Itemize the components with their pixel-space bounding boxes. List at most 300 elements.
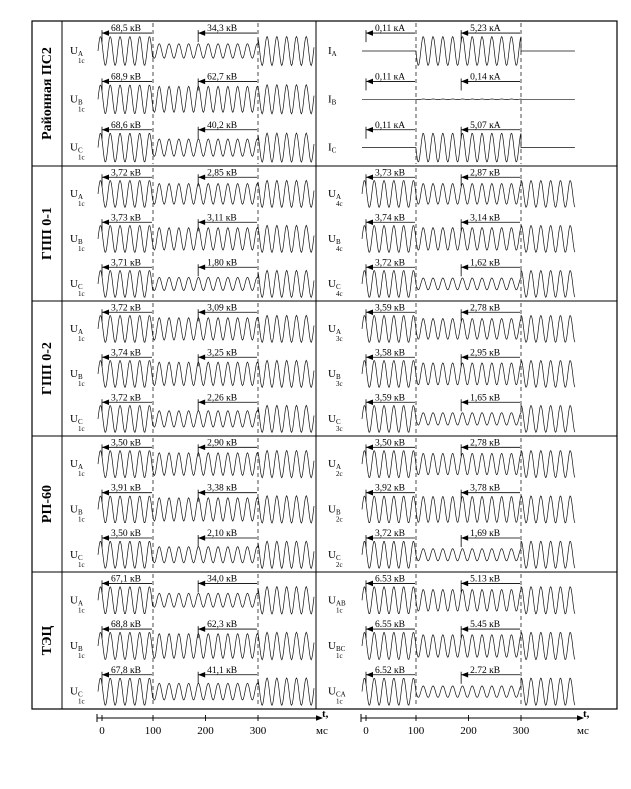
value-arrowhead	[198, 79, 205, 85]
channel-symbol: U	[70, 594, 78, 607]
value-fault: 2,26 кВ	[207, 393, 238, 404]
value-fault: 62,3 кВ	[207, 620, 238, 631]
channel-label	[70, 458, 85, 478]
value-fault: 5.45 кВ	[470, 620, 501, 631]
value-arrowhead	[461, 264, 468, 270]
value-arrowhead	[198, 30, 205, 36]
channel-row	[328, 121, 575, 162]
channel-row	[328, 484, 575, 524]
value-arrowhead	[366, 264, 373, 270]
channel-symbol: U	[70, 93, 78, 106]
waveform	[362, 316, 575, 343]
value-arrowhead	[461, 127, 468, 133]
group-4	[40, 574, 575, 707]
waveform	[98, 541, 314, 568]
channel-label	[70, 686, 85, 706]
axis-unit: мс	[316, 725, 328, 737]
channel-label	[328, 503, 343, 523]
value-arrowhead	[198, 672, 205, 678]
value-arrowhead	[198, 174, 205, 180]
waveform	[362, 37, 575, 66]
value-arrowhead	[366, 672, 373, 678]
channel-section: 1с	[78, 424, 85, 433]
channel-label	[328, 45, 337, 58]
channel-row	[70, 393, 314, 433]
channel-symbol: U	[70, 367, 78, 380]
channel-label	[328, 458, 343, 478]
value-arrowhead	[198, 445, 205, 451]
channel-phase: C	[335, 417, 341, 426]
channel-section: 1с	[336, 651, 343, 660]
channel-phase: A	[77, 49, 84, 58]
value-prefault: 0,11 кА	[375, 72, 406, 83]
channel-phase: A	[77, 192, 84, 201]
value-prefault: 6.53 кВ	[375, 574, 405, 585]
value-prefault: 67,8 кВ	[111, 665, 141, 676]
channel-section: 1с	[78, 56, 85, 65]
channel-section: 2с	[336, 515, 343, 524]
value-prefault: 3,58 кВ	[375, 348, 405, 359]
channel-symbol: U	[70, 412, 78, 425]
value-fault: 3,09 кВ	[207, 303, 238, 314]
value-arrowhead	[366, 399, 373, 405]
value-prefault: 3,73 кВ	[111, 213, 141, 224]
channel-phase: A	[77, 463, 84, 472]
waveform	[98, 451, 314, 478]
value-arrowhead	[102, 219, 109, 225]
value-arrowhead	[461, 445, 468, 451]
time-axis-left	[97, 708, 329, 737]
waveform	[98, 678, 314, 705]
value-prefault: 68,6 кВ	[111, 120, 141, 131]
channel-phase: B	[335, 237, 341, 246]
channel-row	[328, 438, 575, 478]
channel-section: 4с	[336, 289, 343, 298]
channel-phase: AB	[335, 599, 346, 608]
value-arrowhead	[366, 30, 373, 36]
channel-row	[70, 24, 314, 65]
value-fault: 3,14 кВ	[470, 213, 501, 224]
channel-symbol: U	[70, 141, 78, 154]
channel-section: 1с	[336, 606, 343, 615]
value-prefault: 3,72 кВ	[375, 529, 405, 539]
channel-label	[70, 188, 85, 208]
axis-tick-label: 0	[363, 725, 369, 737]
channel-phase: B	[77, 644, 83, 653]
value-prefault: 6.52 кВ	[375, 665, 405, 676]
value-fault: 3,11 кВ	[207, 213, 237, 224]
value-fault: 2,78 кВ	[470, 438, 501, 449]
channel-phase: C	[331, 146, 337, 155]
value-arrowhead	[198, 309, 205, 315]
channel-label	[328, 594, 346, 614]
value-arrowhead	[102, 399, 109, 405]
group-label: РП-60	[40, 484, 55, 524]
channel-section: 1с	[78, 289, 85, 298]
channel-section: 1с	[78, 379, 85, 388]
value-prefault: 3,74 кВ	[375, 213, 405, 224]
waveform	[362, 133, 575, 162]
value-arrowhead	[366, 445, 373, 451]
channel-phase: A	[335, 192, 342, 201]
value-arrowhead	[102, 581, 109, 587]
value-arrowhead	[366, 354, 373, 360]
value-prefault: 3,59 кВ	[375, 393, 405, 404]
value-arrowhead	[461, 490, 468, 496]
value-arrowhead	[102, 354, 109, 360]
channel-symbol: U	[328, 412, 336, 425]
channel-label	[70, 549, 85, 569]
channel-symbol: U	[328, 277, 336, 290]
channel-section: 2с	[336, 470, 343, 479]
value-prefault: 3,91 кВ	[111, 483, 141, 494]
waveform	[98, 632, 314, 659]
channel-row	[70, 529, 314, 569]
value-fault: 40,2 кВ	[207, 120, 238, 131]
value-arrowhead	[102, 174, 109, 180]
value-arrowhead	[461, 626, 468, 632]
axis-tick-label: 300	[249, 725, 267, 737]
channel-section: 4с	[336, 244, 343, 253]
value-prefault: 68,9 кВ	[111, 72, 141, 83]
channel-phase: B	[77, 237, 83, 246]
waveform	[362, 451, 575, 478]
channel-label	[328, 142, 337, 155]
value-fault: 1,62 кВ	[470, 258, 501, 269]
value-prefault: 0,11 кА	[375, 120, 406, 131]
value-fault: 41,1 кВ	[207, 665, 238, 676]
value-prefault: 0,11 кА	[375, 24, 406, 35]
channel-section: 1с	[78, 334, 85, 343]
value-arrowhead	[461, 581, 468, 587]
waveform	[362, 633, 575, 660]
value-arrowhead	[102, 30, 109, 36]
axis-tick-label: 200	[460, 725, 477, 737]
value-fault: 2,78 кВ	[470, 303, 501, 314]
value-arrowhead	[366, 79, 373, 85]
value-prefault: 3,59 кВ	[375, 303, 405, 314]
axis-unit: мс	[577, 725, 589, 737]
channel-row	[328, 213, 575, 253]
value-prefault: 3,72 кВ	[111, 168, 141, 179]
value-arrowhead	[366, 219, 373, 225]
channel-label	[328, 640, 346, 660]
channel-section: 1с	[78, 651, 85, 660]
value-fault: 3,78 кВ	[470, 483, 501, 494]
channel-phase: C	[335, 282, 341, 291]
channel-section: 3с	[336, 379, 343, 388]
value-arrowhead	[461, 354, 468, 360]
channel-phase: B	[77, 98, 83, 107]
waveform	[362, 99, 575, 100]
channel-label	[328, 549, 343, 569]
waveform	[362, 541, 575, 568]
group-0	[40, 23, 575, 164]
value-fault: 0,14 кА	[470, 72, 501, 83]
value-prefault: 3,73 кВ	[375, 168, 405, 179]
value-arrowhead	[198, 127, 205, 133]
value-arrowhead	[461, 79, 468, 85]
channel-section: 1с	[78, 153, 85, 162]
channel-symbol: I	[328, 141, 332, 154]
channel-section: 3с	[336, 424, 343, 433]
channel-label	[328, 278, 343, 298]
channel-row	[70, 484, 314, 524]
channel-section: 1с	[78, 470, 85, 479]
waveform	[98, 315, 314, 342]
oscillogram-groups	[40, 23, 575, 707]
value-fault: 34,3 кВ	[207, 24, 238, 35]
channel-symbol: I	[328, 93, 332, 106]
channel-row	[70, 121, 314, 162]
value-fault: 2.72 кВ	[470, 665, 501, 676]
channel-symbol: U	[70, 458, 78, 471]
channel-phase: C	[77, 690, 83, 699]
channel-phase: A	[335, 327, 342, 336]
axis-tick-label: 0	[99, 725, 105, 737]
value-fault: 1,69 кВ	[470, 529, 501, 539]
value-arrowhead	[102, 264, 109, 270]
value-fault: 2,95 кВ	[470, 348, 501, 359]
value-fault: 2,87 кВ	[470, 168, 501, 179]
waveform	[98, 37, 314, 66]
value-arrowhead	[366, 127, 373, 133]
channel-row	[328, 620, 575, 660]
channel-label	[70, 323, 85, 343]
channel-row	[328, 303, 575, 343]
channel-row	[70, 438, 314, 478]
channel-symbol: U	[328, 232, 336, 245]
channel-phase: A	[77, 599, 84, 608]
channel-section: 1с	[78, 244, 85, 253]
value-fault: 2,90 кВ	[207, 438, 238, 449]
channel-row	[70, 213, 314, 253]
value-arrowhead	[366, 309, 373, 315]
value-arrowhead	[102, 445, 109, 451]
channel-label	[70, 368, 85, 388]
channel-row	[70, 348, 314, 388]
value-fault: 2,85 кВ	[207, 168, 238, 179]
channel-label	[70, 142, 85, 162]
value-arrowhead	[102, 309, 109, 315]
channel-row	[328, 24, 575, 65]
value-fault: 3,25 кВ	[207, 348, 238, 359]
channel-label	[70, 503, 85, 523]
waveform	[98, 587, 314, 614]
value-fault: 1,65 кВ	[470, 393, 501, 404]
channel-symbol: U	[328, 458, 336, 471]
channel-label	[328, 413, 343, 433]
axis-tick-label: 300	[512, 725, 530, 737]
value-fault: 62,7 кВ	[207, 72, 238, 83]
channel-symbol: U	[328, 187, 336, 200]
channel-phase: C	[77, 417, 83, 426]
channel-symbol: U	[70, 44, 78, 57]
group-label: ТЭЦ	[40, 625, 55, 656]
value-arrowhead	[102, 535, 109, 541]
value-arrowhead	[198, 354, 205, 360]
value-prefault: 68,8 кВ	[111, 620, 141, 631]
channel-symbol: U	[70, 639, 78, 652]
value-arrowhead	[198, 219, 205, 225]
waveform	[98, 225, 314, 252]
channel-row	[328, 348, 575, 388]
channel-row	[70, 666, 314, 706]
value-arrowhead	[461, 309, 468, 315]
channel-phase: B	[335, 508, 341, 517]
value-prefault: 3,72 кВ	[111, 393, 141, 404]
value-prefault: 68,5 кВ	[111, 24, 141, 35]
channel-row	[328, 168, 575, 208]
channel-row	[70, 258, 314, 298]
channel-section: 1с	[78, 199, 85, 208]
value-prefault: 6.55 кВ	[375, 620, 405, 631]
value-fault: 3,38 кВ	[207, 483, 238, 494]
channel-symbol: U	[328, 639, 336, 652]
value-arrowhead	[198, 626, 205, 632]
channel-phase: B	[335, 372, 341, 381]
value-prefault: 3,72 кВ	[111, 303, 141, 314]
value-arrowhead	[198, 535, 205, 541]
value-fault: 1,80 кВ	[207, 258, 238, 269]
value-arrowhead	[366, 626, 373, 632]
channel-row	[328, 574, 575, 614]
channel-label	[70, 45, 85, 65]
waveform	[362, 361, 575, 388]
value-fault: 2,10 кВ	[207, 529, 238, 539]
value-arrowhead	[366, 174, 373, 180]
channel-row	[70, 303, 314, 343]
channel-symbol: U	[70, 187, 78, 200]
axis-tick-label: 100	[144, 725, 162, 737]
value-arrowhead	[198, 490, 205, 496]
axis-tick-label: 100	[407, 725, 425, 737]
channel-label	[328, 93, 337, 106]
waveform	[98, 360, 314, 387]
value-arrowhead	[102, 127, 109, 133]
waveform	[98, 85, 314, 114]
value-arrowhead	[198, 581, 205, 587]
channel-section: 1с	[78, 606, 85, 615]
channel-phase: B	[331, 98, 337, 107]
value-prefault: 67,1 кВ	[111, 574, 141, 585]
channel-section: 1с	[336, 697, 343, 706]
channel-row	[70, 574, 314, 614]
waveform	[98, 496, 314, 523]
channel-symbol: U	[328, 367, 336, 380]
group-label: ГПП 0-1	[40, 207, 55, 260]
value-arrowhead	[102, 79, 109, 85]
channel-symbol: U	[70, 685, 78, 698]
channel-symbol: U	[70, 503, 78, 516]
axis-variable: t,	[583, 708, 590, 720]
value-arrowhead	[461, 219, 468, 225]
waveform	[98, 180, 314, 207]
channel-phase: C	[77, 282, 83, 291]
value-arrowhead	[198, 399, 205, 405]
time-axis-right	[361, 708, 590, 737]
channel-symbol: U	[70, 232, 78, 245]
waveform	[98, 405, 314, 432]
axis-variable: t,	[322, 708, 329, 720]
value-prefault: 3,72 кВ	[375, 258, 405, 269]
channel-label	[70, 640, 85, 660]
channel-label	[328, 188, 343, 208]
waveform	[98, 270, 314, 297]
channel-row	[328, 258, 575, 298]
channel-symbol: U	[328, 322, 336, 335]
channel-symbol: U	[328, 685, 336, 698]
channel-symbol: U	[328, 548, 336, 561]
value-fault: 5,07 кА	[470, 120, 501, 131]
channel-phase: A	[331, 49, 337, 58]
value-arrowhead	[461, 174, 468, 180]
value-arrowhead	[102, 672, 109, 678]
channel-label	[70, 93, 85, 113]
axis-tick-label: 200	[197, 725, 214, 737]
channel-symbol: U	[70, 322, 78, 335]
channel-symbol: U	[328, 503, 336, 516]
value-prefault: 3,50 кВ	[111, 529, 141, 539]
waveform	[98, 133, 314, 162]
channel-phase: B	[77, 508, 83, 517]
value-fault: 5,23 кА	[470, 24, 501, 35]
channel-symbol: I	[328, 44, 332, 57]
channel-label	[328, 686, 346, 706]
channel-label	[328, 233, 343, 253]
channel-phase: C	[335, 553, 341, 562]
group-label: Районная ПС2	[40, 47, 55, 140]
value-arrowhead	[366, 535, 373, 541]
group-2	[40, 303, 575, 434]
waveform	[362, 181, 575, 208]
channel-phase: CA	[335, 690, 346, 699]
value-arrowhead	[461, 399, 468, 405]
value-prefault: 3,50 кВ	[111, 438, 141, 449]
channel-symbol: U	[70, 277, 78, 290]
channel-section: 1с	[78, 697, 85, 706]
channel-section: 1с	[78, 560, 85, 569]
channel-section: 2с	[336, 560, 343, 569]
channel-section: 4с	[336, 199, 343, 208]
channel-label	[70, 233, 85, 253]
waveform	[362, 587, 575, 614]
channel-label	[70, 594, 85, 614]
value-arrowhead	[461, 672, 468, 678]
channel-row	[328, 666, 575, 706]
waveform	[362, 406, 575, 433]
channel-phase: A	[335, 463, 342, 472]
channel-row	[70, 168, 314, 208]
value-arrowhead	[366, 490, 373, 496]
channel-row	[328, 529, 575, 569]
time-axes	[97, 708, 590, 737]
channel-row	[70, 620, 314, 660]
group-3	[40, 438, 575, 570]
value-arrowhead	[461, 535, 468, 541]
value-prefault: 3,50 кВ	[375, 438, 405, 449]
waveform	[362, 226, 575, 253]
channel-row	[328, 72, 575, 106]
channel-section: 1с	[78, 515, 85, 524]
channel-phase: C	[77, 146, 83, 155]
waveform	[362, 678, 575, 705]
value-prefault: 3,74 кВ	[111, 348, 141, 359]
channel-label	[328, 368, 343, 388]
value-arrowhead	[102, 626, 109, 632]
channel-section: 1с	[78, 105, 85, 114]
waveform	[362, 496, 575, 523]
